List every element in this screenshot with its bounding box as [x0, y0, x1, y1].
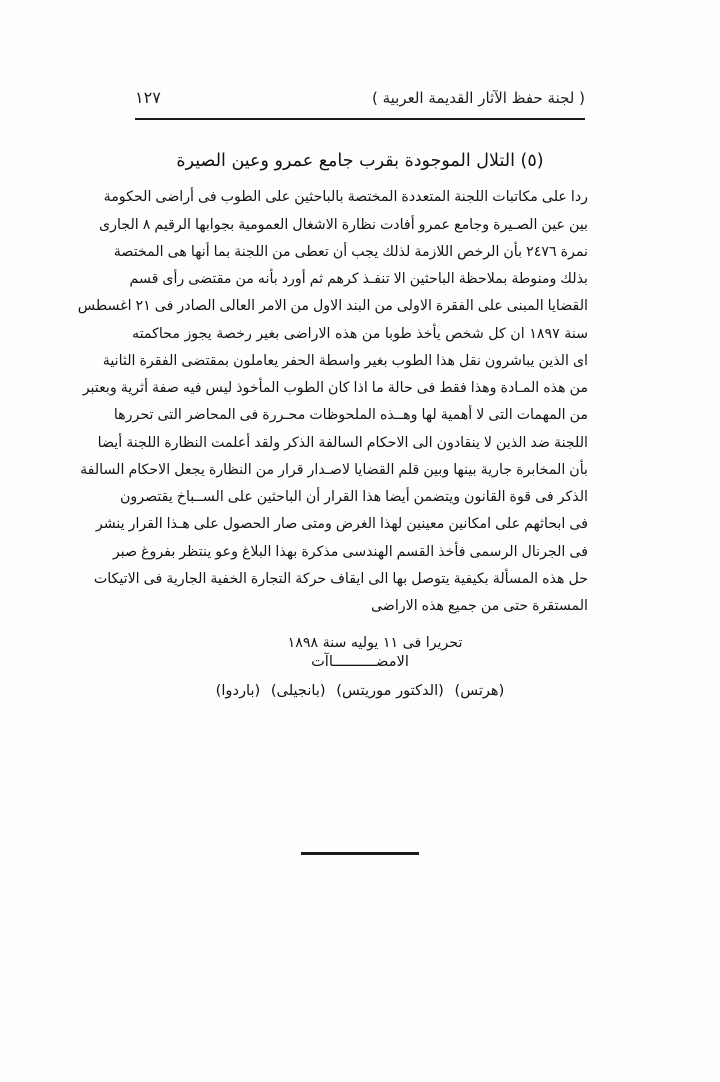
page-number: ١٢٧ — [135, 88, 161, 107]
body-paragraph — [77, 184, 588, 620]
body-line: بأن المخابرة جارية بينها وبين قلم القضايا لاصـدار قرار من النظارة يجعل الاحكام السالفة — [80, 461, 588, 478]
footer-divider — [301, 852, 419, 855]
body-line: اى الذين يباشرون نقل هذا الطوب بغير واسطة الحفر يعاملون بمقتضى الفقرة الثانية — [102, 352, 588, 369]
body-line: فى الجرنال الرسمى فأخذ القسم الهندسى مذكرة بهذا البلاغ وعو ينتظر بفروغ صبر — [112, 543, 588, 560]
body-line: بذلك ومنوطة بملاحظة الباحثين الا تنفـذ كرهم ثم أورد بأنه من مقتضى رأى قسم — [129, 271, 588, 288]
body-line: فى ابحاثهم على امكانين معينين لهذا الغرض ومتى صار الحصول على هـذا القرار ينشر — [95, 516, 588, 533]
signatures-label: الامضــــــــــاآت — [311, 652, 409, 670]
body-line: من هذه المـادة وهذا فقط فى حالة ما اذا كان الطوب المأخوذ ليس فيه صفة أثرية وبعتبر — [82, 380, 588, 397]
body-line: القضايا المبنى على الفقرة الاولى من البند الاول من الامر العالى الصادر فى ٢١ اغسطس — [77, 298, 588, 315]
signature-name: (بانجيلى) — [270, 681, 326, 699]
date-line: تحريرا فى ١١ يوليه سنة ١٨٩٨ — [287, 634, 463, 651]
body-line: حل هذه المسألة بكيفية يتوصل بها الى ايقاف حركة التجارة الخفية الجارية فى الاتيكات — [93, 570, 588, 587]
document-body — [77, 148, 588, 699]
signature-name: (هرتس) — [454, 681, 505, 699]
body-line: بين عين الصـيرة وجامع عمرو أفادت نظارة الاشغال العمومية بجوابها الرقيم ٨ الجارى — [99, 216, 588, 233]
body-line: اللجنة ضد الذين لا ينقادون الى الاحكام السالفة الذكر ولقد أعلمت النظارة اللجنة أيضا — [97, 434, 588, 451]
signature-name: (الدكتور موريتس) — [336, 681, 444, 699]
signature-list — [132, 682, 588, 699]
body-line: نمرة ٢٤٧٦ بأن الرخص اللازمة لذلك يجب أن تعطى من اللجنة بما أنها هى المختصة — [113, 243, 588, 260]
page-header — [135, 88, 585, 107]
signature-name: (باردوا) — [215, 681, 261, 699]
header-divider — [135, 118, 585, 120]
body-line: الذكر فى قوة القانون ويتضمن أيضا هذا القرار أن الباحثين على الســباخ يقتصرون — [119, 489, 588, 506]
body-line: من المهمات التى لا أهمية لها وهــذه الملحوظات محـررة فى المحاضر التى تحررها — [113, 407, 588, 424]
body-line: سنة ١٨٩٧ ان كل شخص يأخذ طوبا من هذه الاراضى بغير رخصة يجوز محاكمته — [132, 325, 588, 342]
body-line: ردا على مكاتبات اللجنة المتعددة المختصة بالباحثين على الطوب فى أراضى الحكومة — [103, 189, 588, 206]
section-title: (٥) التلال الموجودة بقرب جامع عمرو وعين الصيرة — [176, 151, 544, 171]
header-title: ( لجنة حفظ الآثار القديمة العربية ) — [371, 89, 585, 107]
body-line: المستقرة حتى من جميع هذه الاراضى — [370, 598, 588, 615]
